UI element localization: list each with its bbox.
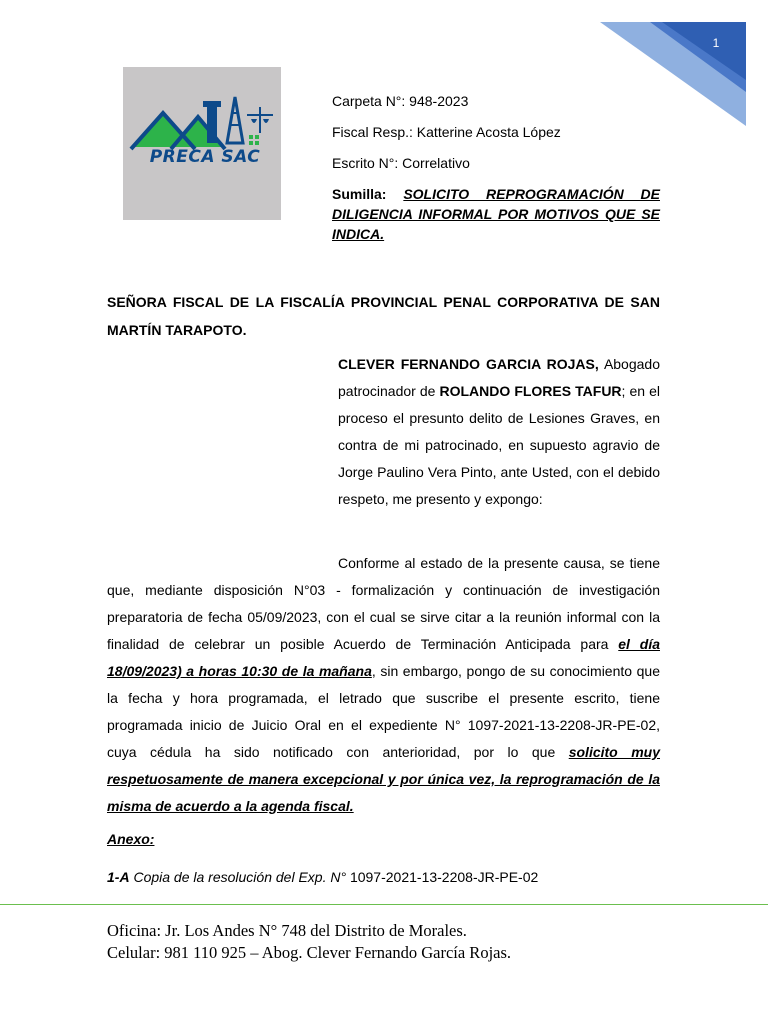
- logo-text: PRECA SAC: [149, 147, 261, 167]
- summary-block: [332, 184, 660, 244]
- body-text-2: , sin embargo, pongo de su conocimiento que la fecha y hora programada, el letrado que suscribe el presente escrito, tiene programada inicio de Juicio Oral en el expediente N° 1097-2021-13-2208-JR-PE-02, cuya cédula ha sido notificado con anterioridad, por lo que: [107, 663, 660, 760]
- summary-label: Sumilla:: [332, 186, 387, 202]
- annex-item-code: 1-A: [107, 869, 130, 885]
- brief-number: Escrito N°: Correlativo: [332, 155, 470, 171]
- logo-graphic: [123, 67, 281, 220]
- footer-phone: Celular: 981 110 925 – Abog. Clever Fernando García Rojas.: [107, 943, 512, 962]
- presentation-text-2: ; en el proceso el presunto delito de Lesiones Graves, en contra de mi patrocinado, en supuesto agravio de Jorge Paulino Vera Pinto, ante Usted, con el debido respeto, me presento y expongo:: [338, 383, 660, 507]
- lawyer-name: CLEVER FERNANDO GARCIA ROJAS,: [338, 356, 599, 372]
- addressee-heading: SEÑORA FISCAL DE LA FISCALÍA PROVINCIAL PENAL CORPORATIVA DE SAN MARTÍN TARAPOTO.: [107, 294, 660, 338]
- client-name: ROLANDO FLORES TAFUR: [439, 383, 622, 399]
- annex-item: [107, 869, 538, 885]
- annex-title: Anexo:: [107, 831, 155, 847]
- company-logo: [123, 67, 281, 220]
- request-emphasis: solicito muy respetuosamente de manera excepcional y por única vez, la reprogramación de la misma de acuerdo a la agenda fiscal.: [107, 744, 660, 814]
- footer-divider: [0, 904, 768, 905]
- footer-office: Oficina: Jr. Los Andes N° 748 del Distrito de Morales.: [107, 921, 467, 940]
- summary-text: SOLICITO REPROGRAMACIÓN DE DILIGENCIA INFORMAL POR MOTIVOS QUE SE INDICA.: [332, 186, 660, 242]
- body-paragraph: [107, 550, 660, 820]
- annex-item-description: Copia de la resolución del Exp. N°: [133, 869, 347, 885]
- page-number: 1: [712, 36, 720, 50]
- body-text-1: Conforme al estado de la presente causa, se tiene que, mediante disposición N°03 - formalización y continuación de investigación preparatoria de fecha 05/09/2023, con el cual se sirve citar a la reunión informal con la finalidad de celebrar un posible Acuerdo de Terminación Anticipada para: [107, 555, 660, 652]
- hearing-date-emphasis: el día 18/09/2023) a horas 10:30 de la mañana: [107, 636, 660, 679]
- responsible-prosecutor: Fiscal Resp.: Katterine Acosta López: [332, 124, 561, 140]
- annex-item-number: 1097-2021-13-2208-JR-PE-02: [346, 869, 539, 885]
- case-folder-number: Carpeta N°: 948-2023: [332, 93, 469, 109]
- presentation-paragraph: [338, 351, 660, 513]
- presentation-text-1: Abogado patrocinador de: [338, 356, 660, 399]
